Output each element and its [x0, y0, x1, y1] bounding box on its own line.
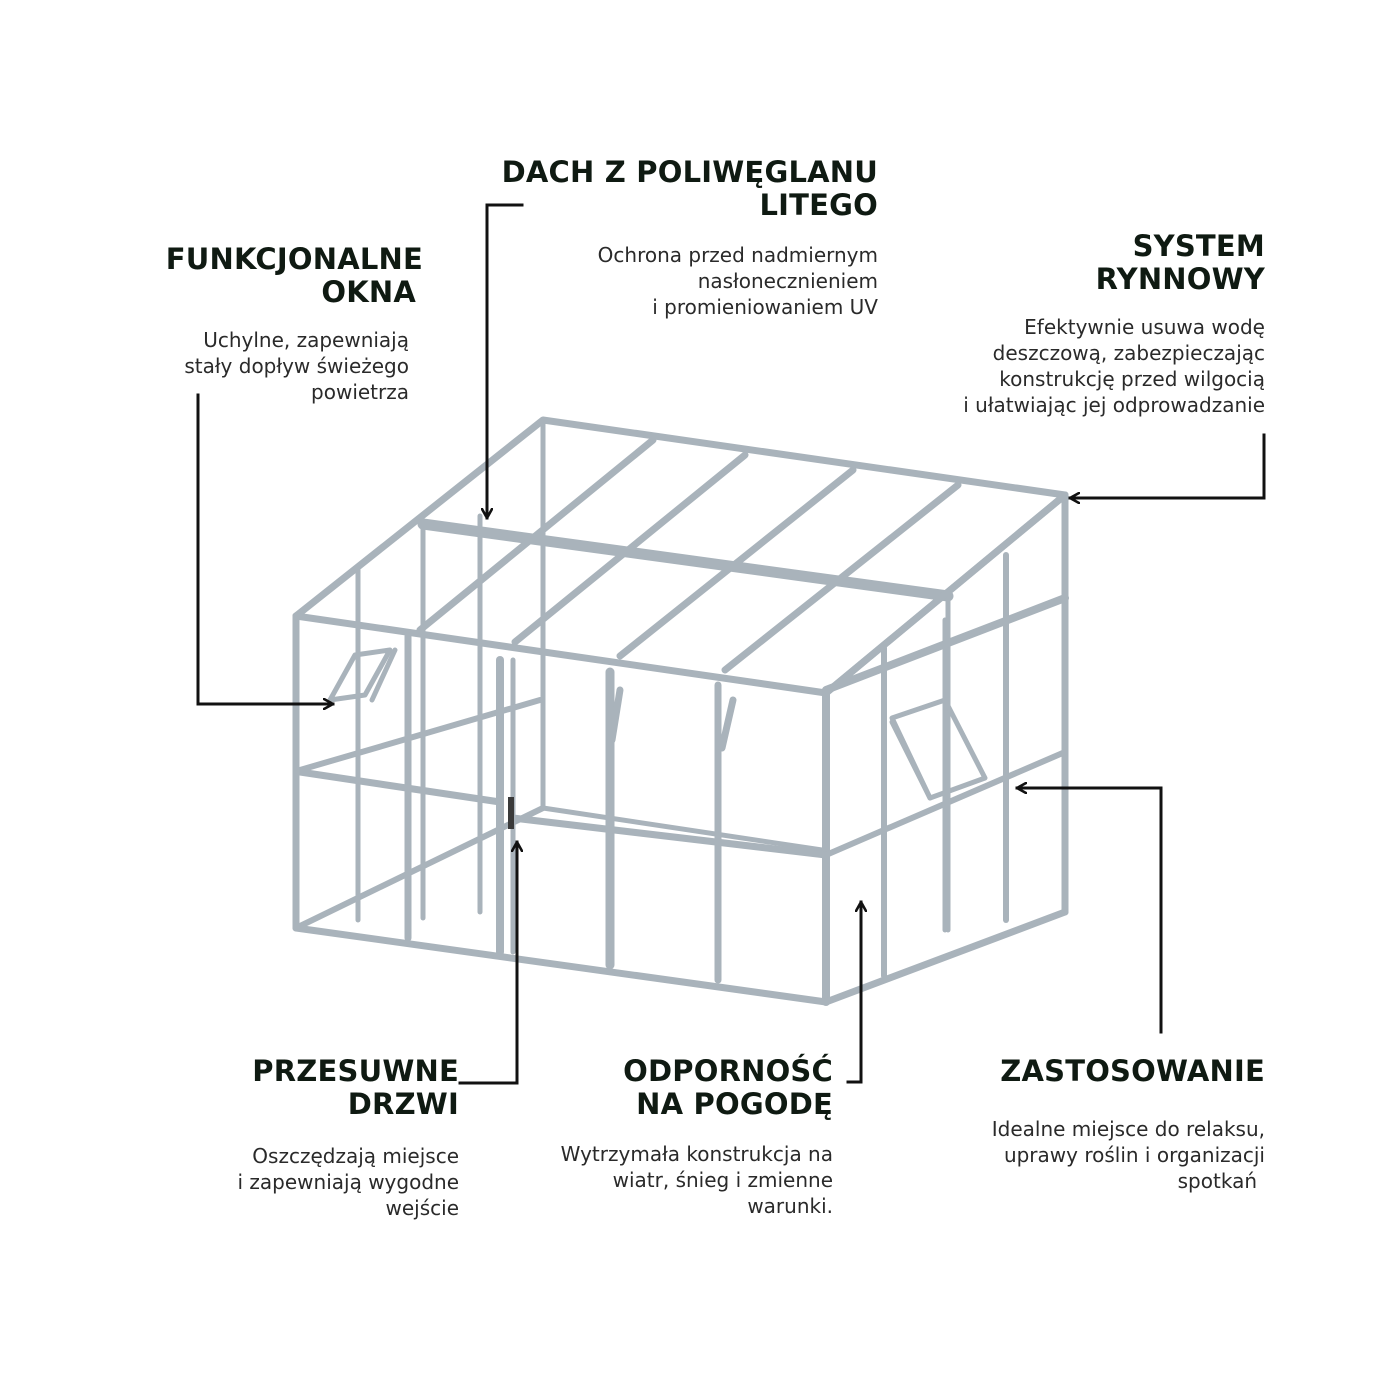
gutter-text-line-1: Efektywnie usuwa wodę: [1024, 315, 1265, 339]
door-handle-icon: [508, 797, 514, 829]
gutter-text-line-4: i ułatwiając jej odprowadzanie: [963, 393, 1265, 417]
gutter-text-line-3: konstrukcję przed wilgocią: [999, 367, 1265, 391]
gutter-description: [963, 314, 1265, 418]
callout-weather: [561, 1055, 833, 1219]
callout-windows: [166, 243, 423, 405]
weather-title-line-1: ODPORNOŚĆ: [623, 1054, 833, 1088]
leader-gutter: [1070, 435, 1264, 498]
doors-text-line-3: wejście: [385, 1196, 459, 1220]
doors-text-line-1: Oszczędzają miejsce: [252, 1144, 459, 1168]
greenhouse-frame: [296, 420, 1065, 1002]
windows-title: [166, 243, 423, 309]
front-window-frame: [330, 650, 395, 700]
usage-text-line-3: spotkań: [1177, 1169, 1257, 1193]
weather-text-line-3: warunki.: [747, 1194, 833, 1218]
windows-text-line-2: stały dopływ świeżego: [184, 354, 409, 378]
gutter-text-line-2: deszczową, zabezpieczając: [992, 341, 1265, 365]
usage-title-line-1: ZASTOSOWANIE: [1000, 1054, 1265, 1088]
gutter-title-line-1: SYSTEM: [1132, 229, 1265, 263]
doors-title-line-1: PRZESUWNE: [252, 1054, 459, 1088]
roof-title-line-2: LITEGO: [759, 188, 878, 222]
weather-description: [561, 1141, 833, 1219]
roof-text-line-2: nasłonecznieniem: [697, 269, 878, 293]
callout-roof: [502, 156, 878, 320]
roof-title-line-1: DACH Z POLIWĘGLANU: [501, 155, 878, 189]
doors-title-line-2: DRZWI: [347, 1087, 459, 1121]
windows-description: [166, 327, 423, 405]
weather-title: [561, 1055, 833, 1121]
usage-text-line-2: uprawy roślin i organizacji: [1003, 1143, 1265, 1167]
leader-doors: [460, 842, 517, 1083]
callout-doors: [238, 1055, 459, 1221]
weather-text-line-1: Wytrzymała konstrukcja na: [560, 1142, 833, 1166]
roof-description: [502, 242, 878, 320]
windows-text-line-1: Uchylne, zapewniają: [203, 328, 409, 352]
doors-text-line-2: i zapewniają wygodne: [237, 1170, 459, 1194]
roof-title: [502, 156, 878, 222]
usage-description: [992, 1116, 1265, 1194]
weather-title-line-2: NA POGODĘ: [636, 1087, 833, 1121]
weather-text-line-2: wiatr, śnieg i zmienne: [612, 1168, 833, 1192]
doors-title: [238, 1055, 459, 1121]
gutter-title-line-2: RYNNOWY: [1095, 262, 1265, 296]
left-wall-frame: [296, 616, 543, 928]
usage-title: [992, 1055, 1265, 1088]
callout-usage: [992, 1055, 1265, 1194]
gutter-title: [963, 230, 1265, 296]
roof-text-line-1: Ochrona przed nadmiernym: [597, 243, 878, 267]
windows-title-line-1: FUNKCJONALNE: [165, 242, 423, 276]
callout-gutter: [963, 230, 1265, 418]
windows-title-line-2: OKNA: [321, 275, 416, 309]
leader-usage: [1017, 788, 1161, 1032]
windows-text-line-3: powietrza: [311, 380, 409, 404]
leader-windows: [198, 395, 333, 704]
usage-text-line-1: Idealne miejsce do relaksu,: [991, 1117, 1265, 1141]
roof-text-line-3: i promieniowaniem UV: [652, 295, 878, 319]
right-window-frame: [892, 700, 985, 798]
doors-description: [238, 1143, 459, 1221]
